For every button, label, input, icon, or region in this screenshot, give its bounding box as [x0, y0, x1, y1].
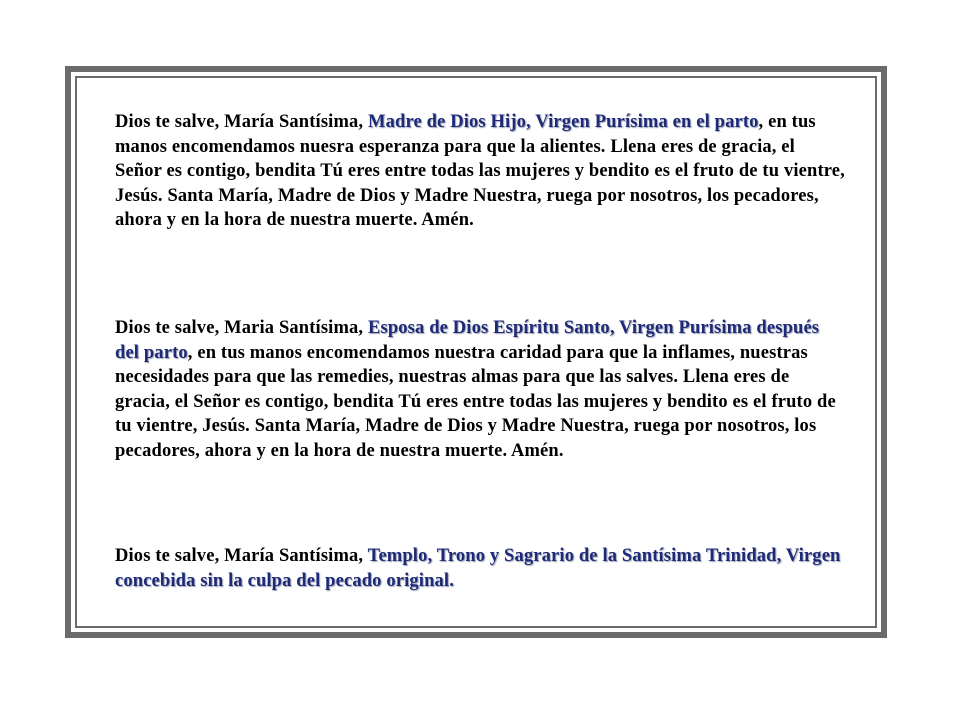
- paragraph-1-intro: Dios te salve, María Santísima,: [115, 112, 368, 132]
- prayer-paragraph-1: [115, 110, 845, 233]
- paragraph-1-rest: , en tus manos encomendamos nuesra esperanza para que la alientes. Llena eres de gracia, el Señor es contigo, bendita Tú eres entre todas las mujeres y bendito es el fruto de tu vientre, Jesús. Santa María, Madre de Dios y Madre Nuestra, ruega por nosotros, los pecadores, ahora y en la hora de nuestra muerte. Amén.: [115, 112, 845, 230]
- paragraph-1-highlight: Madre de Dios Hijo, Virgen Purísima en el parto: [368, 112, 759, 132]
- paragraph-2-intro: Dios te salve, Maria Santísima,: [115, 318, 368, 338]
- paragraph-2-highlight: Esposa de Dios Espíritu Santo, Virgen Purísima después del parto: [115, 318, 820, 363]
- paragraph-3-highlight: Templo, Trono y Sagrario de la Santísima Trinidad, Virgen concebida sin la culpa del pecado original.: [115, 546, 841, 591]
- prayer-paragraph-2: [115, 316, 845, 463]
- paragraph-2-rest: , en tus manos encomendamos nuestra caridad para que la inflames, nuestras necesidades para que las remedies, nuestras almas para que las salves. Llena eres de gracia, el Señor es contigo, bendita Tú eres entre todas las mujeres y bendito es el fruto de tu vientre, Jesús. Santa María, Madre de Dios y Madre Nuestra, ruega por nosotros, los pecadores, ahora y en la hora de nuestra muerte. Amén.: [115, 342, 836, 461]
- prayer-paragraph-3: [115, 544, 845, 593]
- paragraph-3-intro: Dios te salve, María Santísima,: [115, 546, 368, 566]
